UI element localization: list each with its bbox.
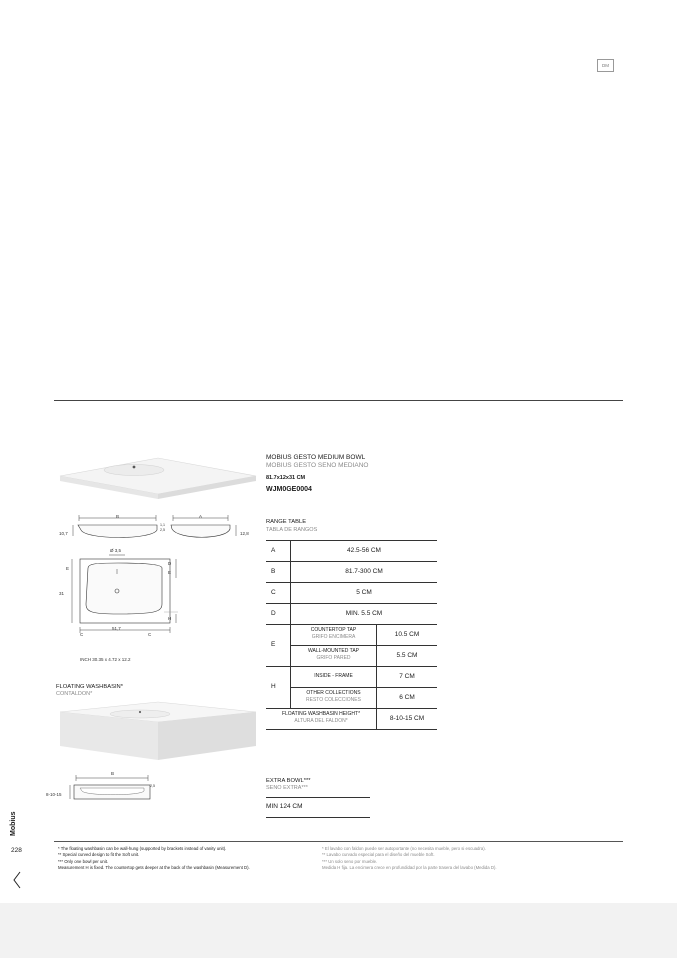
range-e-countertop-en: COUNTERTOP TAP [310, 627, 357, 633]
extra-bowl-line [266, 797, 370, 798]
corner-badge: DM [597, 59, 614, 72]
table-line [266, 603, 437, 604]
range-letter-a: A [271, 547, 276, 554]
floating-washbasin-render-image [58, 700, 258, 762]
dim-label-h: H [168, 616, 172, 621]
dim-label-e-left: E [66, 566, 70, 571]
floating-title: FLOATING WASHBASIN* [56, 684, 123, 690]
range-value-a: 42.5-56 CM [347, 547, 381, 554]
range-value-d: MIN. 5.5 CM [345, 610, 383, 617]
range-floating-value: 8-10-15 CM [389, 715, 425, 722]
floating-h-label: 8-10-15 [46, 792, 62, 797]
range-letter-c: C [271, 589, 276, 596]
range-e-wall-es: GRIFO PARED [316, 655, 351, 661]
floating-small-label: 2,5 [150, 784, 155, 788]
floating-b-label: B [111, 771, 115, 776]
range-letter-e: E [271, 641, 276, 648]
table-line [266, 708, 437, 709]
table-line [266, 729, 437, 730]
plan-view-drawing [64, 546, 184, 656]
footnote-en-2: ** Special curved design to fit the Soft unit. [58, 852, 140, 858]
section-divider [54, 400, 623, 401]
page-number: 228 [11, 847, 22, 854]
footnote-es-3: *** Un solo seno por mueble. [322, 858, 378, 864]
floating-subtitle: CONTALDON* [56, 691, 93, 697]
footnote-en-4: Measurement H is fixed. The countertop gets deeper at the back of the washbasin (Measurement D). [58, 864, 250, 870]
dim-label-a: A [199, 514, 203, 519]
extra-bowl-value: MIN 124 CM [266, 803, 303, 810]
range-floating-es: ALTURA DEL FALDON* [294, 718, 348, 724]
range-h-other-value: 6 CM [399, 694, 415, 701]
range-e-wall-value: 5.5 CM [396, 652, 418, 659]
range-table-title: RANGE TABLE [266, 519, 307, 525]
range-e-countertop-es: GRIFO ENCIMERA [311, 634, 356, 640]
range-letter-d: D [271, 610, 276, 617]
product-size: 81.7x12x31 CM [266, 475, 306, 481]
product-code: WJM0GE0004 [266, 486, 312, 493]
extra-bowl-line [266, 817, 370, 818]
footnote-en-3: *** Only one bowl per unit. [58, 858, 109, 864]
table-line [290, 687, 437, 688]
washbasin-render-image [58, 454, 258, 500]
dim-label-c-right: C [148, 632, 152, 637]
footnotes-es [322, 846, 582, 871]
range-letter-h: H [271, 683, 276, 690]
range-e-countertop-value: 10.5 CM [394, 631, 420, 638]
product-name-es: MOBIUS GESTO SENO MEDIANO [266, 462, 369, 469]
table-line [266, 540, 437, 541]
range-value-c: 5 CM [356, 589, 372, 596]
extra-bowl-title: EXTRA BOWL*** [266, 778, 311, 784]
footer-band [0, 903, 677, 958]
footnote-en-1: * The floating washbasin can be wall-hung (supported by brackets instead of vanity unit). [58, 846, 227, 851]
range-h-other-en: OTHER COLLECTIONS [306, 690, 361, 696]
table-line [266, 666, 437, 667]
product-name-en: MOBIUS GESTO MEDIUM BOWL [266, 454, 366, 461]
footnote-es-1: * El lavabo con faldon puede ser autoportante (no necesita mueble, pero si escuadra). [322, 846, 486, 851]
dim-tap-diameter: Ø 3,5 [110, 548, 122, 553]
footnotes-en [58, 846, 313, 871]
chevron-left-icon[interactable] [12, 871, 22, 889]
collection-name: Mobius [10, 811, 17, 836]
range-floating-en: FLOATING WASHBASIN HEIGHT* [281, 711, 361, 717]
inch-note: INCH 30.35 x 4.72 x 12.2 [80, 657, 131, 662]
table-line [266, 624, 437, 625]
table-line [266, 582, 437, 583]
dim-depth: 31 [59, 591, 65, 596]
dim-label-e-side: E [168, 570, 172, 575]
dim-height-right: 12,8 [240, 531, 249, 536]
range-value-b: 81.7-300 CM [345, 568, 383, 575]
dim-label-b: B [116, 514, 120, 519]
footer-divider [54, 841, 623, 842]
dim-label-d: D [168, 561, 172, 566]
extra-bowl-subtitle: SENO EXTRA*** [266, 785, 308, 791]
footnote-es-2: ** Lavabo curvado especial para el diseño del mueble Soft. [322, 852, 435, 858]
dim-label-c-left: C [80, 632, 84, 637]
range-letter-b: B [271, 568, 276, 575]
dim-small-2: 2,5 [160, 528, 165, 532]
dim-height-left: 10,7 [59, 531, 68, 536]
dim-width-bowl: 51,7 [112, 626, 121, 631]
range-h-inside-en: INSIDE - FRAME [314, 673, 353, 679]
range-e-wall-en: WALL-MOUNTED TAP [307, 648, 360, 654]
footnote-es-4: Medida H fija. La encimera crece en profundidad por la parte trasera del lavabo (Medida D). [322, 864, 497, 870]
range-h-inside-value: 7 CM [399, 673, 415, 680]
range-h-other-es: RESTO COLECCIONES [306, 697, 361, 703]
range-table-subtitle: TABLA DE RANGOS [266, 527, 318, 533]
dim-small-1: 1,1 [160, 523, 165, 527]
table-line [290, 645, 437, 646]
table-line [266, 561, 437, 562]
